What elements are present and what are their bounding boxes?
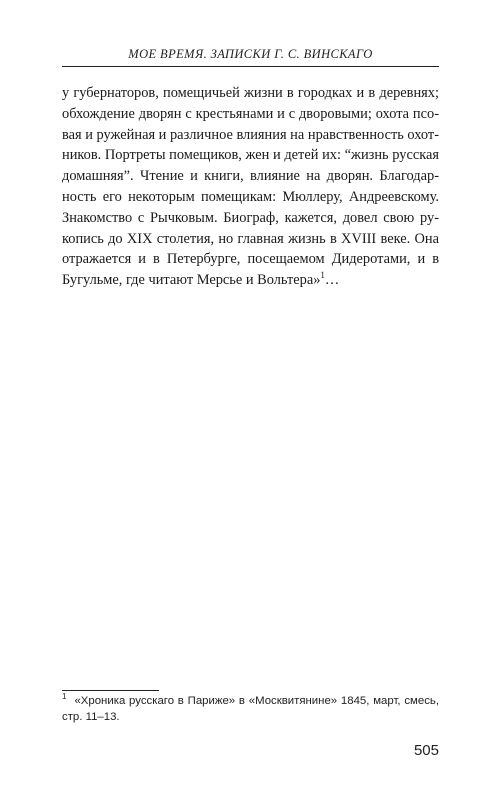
footnote [62, 693, 439, 725]
body-text [62, 83, 439, 291]
text-line: вая и ружейная и различное влияния на нравственность охот- [62, 126, 439, 143]
page-number: 505 [413, 742, 439, 759]
text-line: Знакомство с Рычковым. Биограф, кажется, довел свою ру- [62, 209, 439, 226]
footnote-reference[interactable]: 1 [320, 270, 325, 281]
text-line: домашняя”. Чтение и книги, влияние на дворян. Благодар- [62, 168, 439, 185]
footnote-text: «Хроника русскаго в Париже» в «Москвитянине» 1845, март, смесь, [74, 695, 439, 707]
running-head-rule [62, 66, 439, 67]
text-line: обхождение дворян с крестьянами и с дворовыми; охота псо- [62, 105, 439, 122]
ellipsis: … [324, 272, 340, 289]
footnote-line: стр. 11–13. [62, 711, 120, 723]
text-line: ность его некоторым помещикам: Мюллеру, Андреевскому. [62, 188, 439, 205]
text-line: ников. Портреты помещиков, жен и детей их: “жизнь русская [62, 147, 439, 164]
running-head: МОЕ ВРЕМЯ. ЗАПИСКИ Г. С. ВИНСКАГО [128, 47, 373, 61]
text-line: копись до XIX столетия, но главная жизнь в XVIII веке. Она [62, 230, 439, 247]
text-line-last-content: Бугульме, где читают Мерсье и Вольтера» [62, 272, 321, 289]
footnote-number: 1 [62, 692, 67, 702]
text-line-last [62, 270, 439, 291]
footnote-line [62, 693, 439, 709]
text-line: отражается и в Петербурге, посещаемом Дидеротами, и в [62, 251, 439, 268]
footnote-rule [62, 690, 159, 691]
text-line: у губернаторов, помещичьей жизни в городках и в деревнях; [62, 85, 439, 101]
